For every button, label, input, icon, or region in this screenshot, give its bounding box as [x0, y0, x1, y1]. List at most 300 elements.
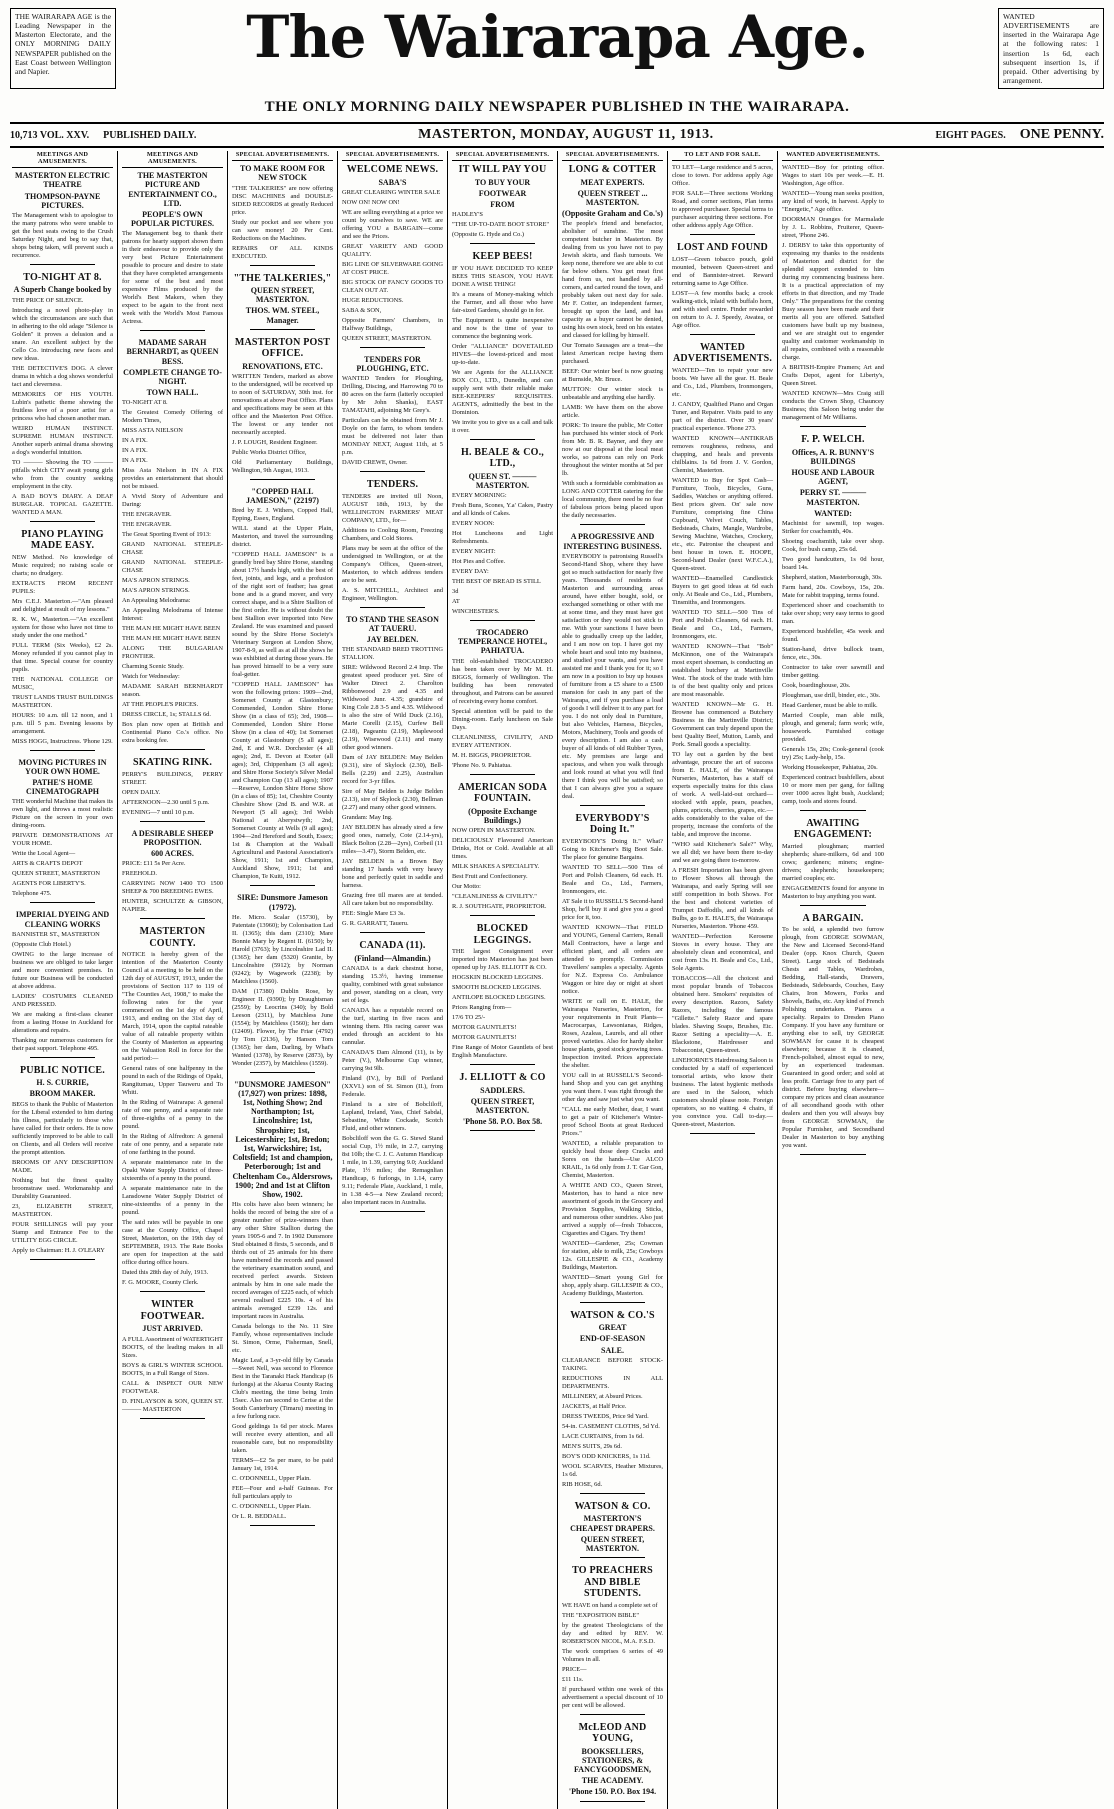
ad-title: MASTERTON ELECTRIC THEATRE [15, 171, 110, 190]
ad-subtitle: QUEEN STREET, MASTERTON. [470, 1096, 535, 1115]
issue-number: 10,713 VOL. XXV. [10, 130, 90, 142]
ad-body-line: Canada belongs to the No. 11 Sire Family, whose representatives include St. Simon, Orme, Fisherman, Snell, etc. [232, 1323, 333, 1355]
ad-body-line: Additions to Cooling Room, Freezing Chambers, and Cold Stores. [342, 526, 443, 542]
ad-body-line: The work comprises 6 series of 49 Volumes in all. [562, 1647, 663, 1663]
ad-subtitle: PEOPLE'S OWN POPULAR PICTURES. [130, 209, 215, 229]
ad-divider [580, 1302, 645, 1303]
classified-ad[interactable] [12, 1065, 113, 1260]
ad-body-line: ALONG THE BULGARIAN FRONTIER. [122, 645, 223, 661]
ad-body-line: WILL stand at the Upper Plain, Masterton, and travel the surrounding district. [232, 525, 333, 549]
ad-body-line: We invite you to give us a call and talk it over. [452, 418, 553, 434]
ad-subtitle: QUEEN ST. ——— MASTERTON. [468, 471, 537, 490]
ad-title: BLOCKED LEGGINGS. [473, 923, 532, 946]
ad-divider [140, 749, 205, 750]
classified-ad[interactable] [672, 242, 773, 335]
ad-body-line: WANTED KNOWN—Mrs Craig still conducts the Crown Shop, Chauncey Business; this Saloon being under the management of Mr Williams. [782, 390, 884, 422]
classified-ad[interactable] [452, 923, 553, 1065]
ad-divider [800, 426, 866, 427]
ad-divider [470, 1130, 535, 1131]
ad-body-line: CALL & INSPECT OUR NEW FOOTWEAR. [122, 1379, 223, 1395]
ad-subtitle: (Opposite Exchange Buildings.) [468, 806, 537, 825]
ad-body-line: by the greatest Theologicians of the day and edited by REV. W. ROBERTSON NICOL, M.A. F.S.D. [562, 1621, 663, 1645]
ad-body-line: THE DETECTIVE'S DOG. A clever drama in which a dog shows wonderful tact and cleverness. [12, 364, 113, 388]
ad-body-line: TOBACCOS—All the choicest and most popular brands of Tobaccos obtained here. Smokers' requisites of every description. Razors, Safety Razors, including the famous "Gillette." Safety Razor and spare blades. Shaving Soaps, Brushes, Etc. Razor Setting a speciality—A. E. Blackstone, Hairdresser and Tobacconist, Queen-street. [672, 974, 773, 1054]
ad-body-line: WANTED TO SELL—500 Tins of Port and Polish Cleaners, 6d each. H. Beale and Co., Ltd., Farmers, Ironmongers, etc. [672, 608, 773, 640]
ad-body-line: Working Housekeeper, Pahiatua, 20s. [782, 763, 878, 771]
ad-divider [800, 905, 866, 906]
ad-divider [250, 1072, 315, 1073]
ad-body-line: A separate maintenance rate in the Opaki Water Supply District of three-sixteenths of a penny in the pound. [122, 1159, 223, 1183]
ad-title: SKATING RINK. [132, 757, 213, 769]
ad-body-line: AGENTS FOR LIBERTY'S. [12, 880, 86, 888]
ad-body-line: AT THE PEOPLE'S PRICES. [122, 701, 199, 709]
ad-title: WANTED ADVERTISEMENTS. [672, 341, 773, 365]
ad-subtitle: SADDLERS. [480, 1085, 525, 1095]
ad-divider [30, 750, 95, 751]
classified-ad[interactable] [342, 164, 443, 348]
ad-body-line: THE ENGRAVER. [122, 521, 172, 529]
ad-body-line: EVERY NOON: [452, 520, 495, 528]
masthead [0, 0, 1114, 89]
ad-divider [30, 264, 95, 265]
ad-subtitle: END-OF-SEASON [579, 1334, 646, 1344]
ad-body-line: RIB HOSE, 6d. [562, 1480, 603, 1488]
ad-body-line: EVERY NIGHT: [452, 548, 496, 556]
ad-subtitle: SABA'S [378, 177, 407, 187]
ad-title: MASTERTON COUNTY. [139, 926, 206, 949]
ad-body-line: MISS ASTA NIELSON [122, 427, 183, 435]
classified-columns [0, 151, 1114, 1808]
ad-body-line: Thanking our numerous customers for their past support. Telephone 495. [12, 1036, 113, 1052]
ad-body-line: Cook, boardinghouse, 20s. [782, 681, 851, 689]
ad-title: A BARGAIN. [802, 912, 864, 924]
ad-body-line: PERRY'S BUILDINGS, PERRY STREET. [122, 770, 223, 786]
ad-body-line: FOR SALE—Three sections Working Road, and corner sections, Plan terms to approved purchaser. Special terms to purchaser acquiring three sections. For other address apply Age Office. [672, 190, 773, 230]
ad-body-line: Grazing free till mares are at tended. All care taken but no responsibility. [342, 892, 443, 908]
ad-body-line: DELICIOUSLY Flavoured American Drinks, Hot or Cold. Available at all times. [452, 837, 553, 860]
masthead-left-note: THE WAIRARAPA AGE is the Leading Newspaper in the Masterton Electorate, and the ONLY MORNING DAILY NEWSPAPER published on the East Coast between Wellington and Napier. [10, 8, 116, 89]
classified-ad[interactable] [122, 338, 223, 750]
ad-subtitle: HOUSE AND LABOUR AGENT, [791, 468, 875, 487]
ad-body-line: QUEEN STREET, MASTERTON [12, 870, 100, 878]
classified-ad[interactable] [232, 1080, 333, 1526]
ad-body-line: £11 11s. [562, 1675, 584, 1683]
ad-title: WATSON & CO. [574, 1500, 651, 1512]
ad-title: TO STAND THE SEASON AT TAUERU. [346, 614, 439, 633]
classified-ad[interactable] [342, 479, 443, 608]
ad-title: WATSON & CO.'S [570, 1309, 655, 1321]
ad-body-line: ANTILOPE BLOCKED LEGGINS. [452, 994, 546, 1001]
classified-ad[interactable] [452, 251, 553, 440]
ad-title: THE MASTERTON PICTURE AND ENTERTAINMENT CO., LTD. [128, 171, 217, 208]
ad-subtitle: JUST ARRIVED. [142, 1324, 203, 1334]
ad-body-line: Magic Leaf, a 3-yr-old filly by Canada—Sweet Nell, was second to Florence Best in the Taranaki Hack Handicap (6 furlongs) at the Akarua County Racing Club's meeting, the time being 1min 15sec. Also ran second to Cerise at the South Canterbury (Timaru) meeting in a few furlong race. [232, 1357, 333, 1421]
place-and-date: MASTERTON, MONDAY, AUGUST 11, 1913. [418, 127, 714, 143]
ad-subtitle: JAY BELDEN. [366, 635, 419, 645]
ad-title: A DESIRABLE SHEEP PROPOSITION. [131, 828, 214, 848]
ad-divider [250, 885, 315, 886]
ad-body-line: LOST—A few months back; a crook walking-stick, inlaid with buffalo horn, and with steel centre. Finder rewarded on return to A. J. Speedy, Awatea, or Age office. [672, 289, 773, 329]
ad-subtitle: (Finland—Almandin.) [354, 953, 431, 963]
ad-body-line: CLEANLINESS, CIVILITY, AND EVERY ATTENTION. [452, 733, 553, 749]
ad-body-line: CANADA has a reputable record on the turf, starting in five races and winning them. His racing career was ended through an accident to his cannular. [342, 1006, 443, 1046]
ad-body-line: 17/6 TO 25/- [452, 1014, 486, 1021]
ad-body-line: SIRE: Wildwood Record 2.4 Imp. The greatest speed producer yet. Sire of Walter Direct 2. Charolton Ribbonwood 2.9 and 4.35 and Wildwood Junr. 4.35; grandsire of King Cole 2.8 3-5 and 4.35. Wildwood is also the sire of Wild Duck (2.16), Marie Corelli (2.15), Curfew Bell (2.18), Pageantu (2.19), Maplewood (2.19), Wisewood (2.11) and many other good winners. [342, 664, 443, 752]
ad-body-line: Our Tomato Sausages are a treat—the latest American recipe having them purchased. [562, 342, 663, 366]
ad-body-line: Study our pocket and see where you can save money! 20 Per Cent. Reductions on the Machines. [232, 218, 333, 242]
ad-title: AWAITING ENGAGEMENT: [793, 817, 873, 841]
ad-body-line: WANTED—Gardener, 25s; Cowman for station, able to milk, 25s; Cowboys 12s. GILLESPIE & CO., Academy Buildings, Masterton. [562, 1239, 663, 1271]
ad-title: McLEOD AND YOUNG, [578, 1721, 647, 1745]
ad-body-line: In the Riding of Alfredton: A general rate of one penny, and a separate rate of one farthing in the pound. [122, 1133, 223, 1157]
classified-ad[interactable] [672, 342, 773, 1134]
classified-ad[interactable] [452, 447, 553, 621]
ad-body-line: Mrs C.E.J. Masterton.—"Am pleased and delighted at result of my lessons." [12, 597, 113, 613]
ad-body-line: Apply to Chairman: H. J. O'LEARY [12, 1246, 105, 1254]
ad-subtitle: MEAT EXPERTS. [580, 177, 645, 187]
classified-ad[interactable] [12, 529, 113, 751]
classified-ad[interactable] [232, 273, 333, 330]
ad-body-line: WANTED to Buy for Spot Cash—Furniture, Tools, Bicycles, Guns, Saddles, Watches or anything offered. Best prices given. On' sale now Furniture, comprising fine China Cupboard, Velvet Couch, Tables, Bedsteads, Chairs, Mangle, Wardrobe, Sewing Machine, Watches, Crockery, etc., etc. Patronise the cheapest and best house in town. E. HOOPE, Second-hand Dealer (next W.F.C.A.), Queen-street. [672, 476, 773, 572]
ad-body-line: BIG LINE OF SILVERWARE GOING AT COST PRICE. [342, 260, 443, 276]
classified-ad[interactable] [452, 628, 553, 775]
ad-body-line: Two good handcutters, 1s 0d hour, board 14s. [782, 555, 884, 571]
ad-body-line: J. CANDY, Qualified Piano and Organ Tuner, and Repairer. Visits paid to any part of the district. Over 30 years' practical experience. 'Phone 273. [672, 400, 773, 432]
ad-body-line: WANTED KNOWN—ANTIKRAB removes roughness, redness, and chapping, and heals and prevents chilblains. 1s 6d from J. V. Gordon, Chemist, Masterton. [672, 434, 773, 474]
ad-body-line: MOTOR GAUNTLETS! [452, 1024, 517, 1031]
classified-ad[interactable] [232, 893, 333, 1072]
ad-body-line: Hot Luncheons and Light Refreshments. [452, 530, 553, 546]
ad-title: "COPPED HALL JAMESON," (22197) [246, 486, 319, 506]
classified-ad[interactable] [562, 1722, 663, 1802]
ad-body-line: An Appealing Melodrama of Intense Interest: [122, 607, 223, 623]
classified-ad[interactable] [122, 1299, 223, 1418]
ad-divider [580, 1801, 645, 1802]
classified-ad[interactable] [12, 910, 113, 1057]
classified-ad[interactable] [12, 171, 113, 265]
ad-body-line: C. O'DONNELL, Upper Plain. [232, 1475, 311, 1483]
ad-body-line: HADLEY'S [452, 211, 483, 219]
ad-body-line: Fine Range of Motor Gauntlets of best English Manufacture. [452, 1044, 553, 1059]
ad-body-line: THE wonderful Machine that makes its own light, and throws a most realistic Picture on the screen in your own dining-room. [12, 798, 113, 830]
ad-body-line: THE NATIONAL COLLEGE OF MUSIC, [12, 675, 113, 691]
ad-body-line: Experienced bushfeller, 45s week and found. [782, 627, 884, 643]
ad-subtitle: RENOVATIONS, ETC. [242, 361, 323, 371]
classified-column [778, 151, 888, 1808]
ad-subtitle: WANTED: [814, 508, 852, 518]
classified-ad[interactable] [562, 532, 663, 805]
ad-body-line: BOYS & GIRL'S WINTER SCHOOL BOOTS, in a Full Range of Sizes. [122, 1361, 223, 1377]
classified-column [668, 151, 778, 1808]
ad-body-line: If purchased within one week of this advertisement a special discount of 10 per cent will be allowed. [562, 1685, 663, 1709]
ad-body-line: CANADA'S Dam Almond (11), is by Peter (V.), Melbourne Cup winner, carrying 9st 9lb. [342, 1048, 443, 1072]
ad-subtitle: SALE. [601, 1345, 624, 1355]
page-title: The Wairarapa Age. [246, 3, 868, 71]
ad-body-line: EVERY MORNING: [452, 492, 507, 500]
ad-body-line: MILLINERY, at Absurd Prices. [562, 1392, 643, 1400]
ad-body-line: MILK SHAKES A SPECIALITY. [452, 863, 540, 870]
ad-divider [470, 1064, 535, 1065]
ad-body-line: TENDERS are invited till Noon, AUGUST 18th, 1913, by the WELLINGTON FARMERS' MEAT COMPANY, LTD., for— [342, 492, 443, 524]
ad-body-line: To be sold, a splendid two furrow plough, from GEORGE SOWMAN, the New and Licensed Second-Hand Dealer (opp. Knox Church, Queen Street). Large stock of Bedsteads Chests and Tables, Wardrobes, Bedding, Hall-stands, Drawers, Bedsteads, Sideboards, Couches, Easy Chairs, Iron Mowers, Forks and Shovels, Baths, etc. Any kind of French Polishing undertaken. Pianos a specialty. Repairs to Dresden Piano Company. If you have any furniture or anything else to sell, try GEORGE SOWMAN for cause it is cheapest elsewhere; because it is cleaned, French-polished, almost equal to new, by an experienced tradesman. Guaranteed in good order; and sold at less profit. Carriage free to any part of district. Before buying elsewhere—compare my prices and clean assurance of all secondhand goods with other dealers and then you will always buy from GEORGE SOWMAN, the Popular Furnisher, and Secondhand Dealer in Masterton to buy anything you want. [782, 926, 884, 1150]
ad-body-line: The Management wish to apologise to the many patrons who were unable to get the best seats owing to the Crush Saturday Night, and beg to say that, shops being taken, will prevent such a recurrence. [12, 211, 113, 259]
ad-title: "DUNSMORE JAMESON" (17,927) won prizes: 1898, 1st, Nothing Show; 2nd Northampton; 1st, Lincolnshire; 1st, Shropshire; 1st, Leicestershire; 1st, Bredon; 1st, Warwickshire; 1st, Coltsfield; 1st and champion, Peterborough; 1st and Cheltenham Co., Aldersrows, 1900; 2nd and 1st at Clifton Show, 1902. [232, 1079, 333, 1199]
ad-body-line: Generals 15s, 20s; Cook-general (cook try) 25s; Lady-help, 15s. [782, 745, 884, 761]
classified-ad[interactable] [562, 1501, 663, 1558]
ad-body-line: WANTED—Smart young Girl for shop, apply sharp. GILLESPIE & CO., Academy Buildings, Masterton. [562, 1273, 663, 1297]
ad-body-line: THE BEST OF BREAD IS STILL [452, 578, 541, 586]
ad-body-line: "COPPED HALL JAMESON" is a grandly bred bay Shire Horse, standing about 17½ hands high, with the best of feet, joints, and legs, and a profusion of the right sort of feather; has great bone and is a grand mover, and very correct shape, and is a Shire Stallion of the first order. He is without doubt the best Stallion ever imported into New Zealand. He was examined and passed sound by the Shire Horse Society's Veterinary Surgeon at London Show, 1907-8-9, as well as at all the shows he was exhibited at during those years. He has proved himself to be a very sure foal-getter. [232, 551, 333, 679]
ad-divider [470, 439, 535, 440]
ad-body-line: IN A FIX. [122, 447, 148, 455]
classified-ad[interactable] [342, 355, 443, 472]
ad-divider [250, 479, 315, 480]
ad-body-line: TO LET—Large residence and 5 acres, close to town. For address apply Age Office. [672, 164, 773, 188]
ad-body-line: The Equipment is quite inexpensive and now is the time of year to commence the beginning work. [452, 316, 553, 340]
classified-ad[interactable] [232, 487, 333, 886]
ad-body-line: EVERYBODY'S Doing It." What? Going to Kitchener's Big Boot Sale. The place for genuine Bargains. [562, 837, 663, 861]
classified-ad[interactable] [122, 926, 223, 1292]
ad-divider [470, 774, 535, 775]
ad-body-line: WANTED KNOWN—That FIELD and YOUNG, General Carriers, Renall Mall Contractors, have a large and efficient plant, and all orders are attended to promptly. Commission Travellers' samples a specialty. Agents for N.Z. Express Co. Ambulance Waggon or hire day or night at short notice. [562, 923, 663, 995]
ad-body-line: (Opposite G. Hyde and Co.) [452, 231, 525, 239]
ad-body-line: We are making a first-class cleaner from a lasting House in Auckland for alterations and repairs. [12, 1010, 113, 1034]
ad-body-line: YOU call in at RUSSELL'S Second-hand Shop and you can get anything you want there. I was right through the other day and saw just what you want. [562, 1071, 663, 1103]
ad-body-line: D. FINLAYSON & SON, QUEEN ST. ——— MASTERTON [122, 1397, 223, 1413]
classified-ad[interactable] [782, 913, 884, 1156]
ad-body-line: Grandam: May Ing. [342, 814, 393, 822]
classified-ad[interactable] [232, 337, 333, 480]
ad-subtitle: PERRY ST. ——— MASTERTON. [799, 488, 867, 507]
ad-divider [690, 234, 755, 235]
classified-column [558, 151, 668, 1808]
ad-divider [250, 265, 315, 266]
ad-body-line: Introducing a novel photo-play in which the circumstances are such that in adhering to the old adage "Silence is Golden" it proves a delusion and a snare. An excellent subject by the Cello Co. introducing new faces and new ideas. [12, 306, 113, 362]
ad-body-line: IN A FIX. [122, 437, 148, 445]
classified-ad[interactable] [122, 829, 223, 920]
ad-body-line: He. Micro. Scalar (15730), by Patentate (13960); by Colonisation Lad II. (1365); this dam (2310); Mare Bonnie Mary by Regent II. (6150); by Harold (3763); by Lincolnshire Lad II. (1365); her dam (5320) Granite, by Lincolnshire (5912); by Norman (9242); by Wagework (2238); by Matchless (1560). [232, 913, 333, 985]
ad-title: TO MAKE ROOM FOR NEW STOCK [240, 164, 325, 183]
column-heading: MEETINGS AND AMUSEMENTS. [12, 151, 113, 168]
ad-body-line: MUTTON: Our winter stock is unbeatable and anything else hardly. [562, 386, 663, 402]
ad-body-line: TO-NIGHT AT 8. [122, 399, 168, 407]
classified-ad[interactable] [562, 164, 663, 525]
ad-title: PIANO PLAYING MADE EASY. [21, 528, 104, 552]
ad-body-line: Bred by E. J. Withers, Copped Hall, Epping, Essex, England. [232, 507, 333, 523]
classified-ad[interactable] [562, 1310, 663, 1494]
ad-body-line: Finland is a sire of Bobcliloff, Lapland, Ireland, Yass, Chief Sabdal, Sebastine, White Cockade, Scotch Fluid, and other winners. [342, 1100, 443, 1132]
ad-divider [140, 330, 205, 331]
ad-body-line: A. S. MITCHELL, Architect and Engineer, Wellington. [342, 586, 443, 602]
ad-divider [580, 805, 645, 806]
ad-title: WELCOME NEWS. [346, 164, 439, 176]
ad-subtitle: Offices, A. R. BUNNY'S BUILDINGS [791, 447, 875, 466]
ad-body-line: TO ——— Showing the TO ——— pitfalls which CITY await young girls who from the country seeking employment in the city. [12, 458, 113, 490]
ad-body-line: FEE: Single Mare £3 3s. [342, 910, 406, 918]
ad-body-line: BROOMS OF ANY DESCRIPTION MADE. [12, 1158, 113, 1174]
ad-body-line: EVERY DAY: [452, 568, 489, 576]
ad-body-line: DOORMAN Oranges for Marmalade by J. L. Robbins, Fruiterer, Queen-street, 'Phone 246. [782, 216, 884, 240]
ad-body-line: Experienced shoer and coachsmith to take over shop; very easy terms to good man. [782, 601, 884, 625]
ad-body-line: Sire of May Belden is Judge Belden (2.13), sire of Skylock (2.30), Bellman (2.27) and many other good winners. [342, 788, 443, 812]
ad-subtitle: MASTERTON'S CHEAPEST DRAPERS. [570, 1514, 655, 1533]
classified-ad[interactable] [452, 782, 553, 916]
ad-body-line: EVENING—7 until 10 p.m. [122, 808, 195, 816]
ad-body-line: An Appealing Melodrama: [122, 597, 191, 605]
ad-body-line: GREAT CLEARING WINTER SALE [342, 188, 441, 196]
ad-divider [360, 471, 425, 472]
ad-subtitle: (Opposite Graham and Co.'s) [562, 209, 663, 219]
ad-subtitle: QUEEN STREET ... MASTERTON. [577, 188, 648, 207]
ad-body-line: "WHO said Kitchener's Sale?" Why, we all did; we have been there to-day and we are going there to-morrow. [672, 840, 773, 864]
ad-body-line: FOUR SHILLINGS will pay your Stamp and Entrance Fee to the UTILITY EGG CIRCLE. [12, 1220, 113, 1244]
masthead-title-block [116, 3, 998, 89]
ad-body-line: ENGAGEMENTS found for anyone in Masterton to buy anything you want. [782, 884, 884, 900]
ad-body-line: The Great Sporting Event of 1913: [122, 531, 211, 539]
column-heading: SPECIAL ADVERTISEMENTS. [232, 151, 333, 161]
ad-body-line: BEGS to thank the Public of Masterton for the Liberal extended to him during his illness, particularly to those who have called for their orders. He is now sufficiently improved to be able to call on Clients, and all Orders will receive the prompt attention. [12, 1100, 113, 1156]
ad-body-line: TO lay out a garden by the best advantage, procure the art of success from E. HALE, of the Wairarapa Nurseries, Masterton, has a staff of experts especially trains for this class of work. A well-laid-out orchard—stocked with apple, pears, peaches, plums, apricots, cherries, grapes, etc.—adds considerably to the value of the property, increase the comforts of the table, and improve the income. [672, 750, 773, 838]
ad-body-line: WANTED KNOWN—Mr G. H. Browne has commenced a Butchery Business in the Martinville District; Government can truly depend upon the best Quality Beef, Mutton, Lamb, and Pork. Small goods a speciality. [672, 700, 773, 748]
ad-body-line: THE ENGRAVER. [122, 511, 172, 519]
ad-body-line: JAY BELDEN has already sired a few good ones, namely, Cote (2.14-yrs), Black Bolton (2.28—2yrs), Corbeil (11 miles—3.47), Storm Belden, etc. [342, 824, 443, 856]
ad-title: F. P. WELCH. [801, 434, 865, 446]
classified-column [338, 151, 448, 1808]
ad-body-line: AT [452, 598, 460, 606]
classified-ad[interactable] [122, 757, 223, 822]
ad-divider [360, 607, 425, 608]
classified-ad[interactable] [12, 272, 113, 522]
ad-title: A PROGRESSIVE AND INTERESTING BUSINESS. [563, 532, 662, 551]
ad-divider [250, 1525, 315, 1526]
ad-divider [140, 1418, 205, 1419]
ad-subtitle: FROM [490, 200, 515, 209]
ad-body-line: NOW OPEN IN MASTERTON. [452, 827, 536, 834]
ad-divider [30, 902, 95, 903]
ad-divider [470, 243, 535, 244]
classified-ad[interactable] [562, 1565, 663, 1715]
ad-divider [30, 521, 95, 522]
ad-divider [250, 329, 315, 330]
classified-ad[interactable] [12, 758, 113, 904]
ad-body-line: Bobcliloff won the G. G. Stewd Stand social Cup, 1½ mile, in 2.7, carrying 8st 10lb; the C. J. C. Autumn Handicap 1 mile, in 1.39, carrying 9.0; Auckland Plate, 1½ miles; the Remagnlian Handicap, 6 furlongs, in 1.14, carry 9.11; Federale Plate, Auckland, 1 mile, in 1.38 4-5—a New Zealand record; also important races in Australia. [342, 1134, 443, 1206]
ad-body-line: BEEF: Our winter beef is now grazing at Burnside, Mr. Bruce. [562, 368, 663, 384]
ad-body-line: THE old-established TROCADERO has been taken over by Mr M. H. BIGGS, formerly of Wellington. The building has been renovated throughout, and Patrons can be assured of receiving every home comfort. [452, 657, 553, 705]
ad-subtitle: THOS. WM. STEEL, Manager. [245, 306, 320, 325]
ad-body-line: TRUST LANDS TRUST BUILDINGS MASTERTON. [12, 693, 113, 709]
ad-body-line: Watch for Wednesday: [122, 673, 180, 681]
ad-body-line: THE MAN HE MIGHT HAVE BEEN [122, 625, 221, 633]
ad-divider [30, 1259, 95, 1260]
ad-body-line: NOTICE is hereby given of the intention of the Masterton County Council at a meeting to be held on the 12th day of AUGUST, 1913, under the provisions of Section 117 to 119 of "The Counties Act, 1908," to make the following rates for the year commenced on the 1st day of April, 1913, and ending on the 31st day of March, 1914, upon the capital rateable value of all rateable property within the County of Masterton as appearing on the Valuation Roll in force for the said period:— [122, 951, 223, 1063]
ad-body-line: WOOL SCARVES, Heather Mixtures, 1s 6d. [562, 1462, 663, 1478]
ad-divider [580, 1714, 645, 1715]
ad-body-line: MA'S APRON STRINGS. [122, 587, 190, 595]
ad-title: MASTERTON POST OFFICE. [234, 336, 331, 360]
ad-body-line: PORK: To insure the public, Mr Cotter has purchased his winter stock of Pork from Mr. B. R. Bayner, and they are now at our disposal at the local meat works, so patrons can rely on Pork throughout the winter months at 5d per lb. [562, 422, 663, 478]
ad-body-line: A BAD BOY'S DIARY. A DEAF BURGLAR. TOPICAL GAZETTE. WANTED A MAN. [12, 492, 113, 516]
ad-body-line: Write the Local Agent— [12, 850, 76, 858]
ad-subtitle: GREAT [598, 1323, 627, 1333]
column-heading: SPECIAL ADVERTISEMENTS. [562, 151, 663, 161]
ad-title: TROCADERO TEMPERANCE HOTEL, PAHIATUA. [457, 628, 548, 656]
classified-ad[interactable] [782, 434, 884, 811]
ad-body-line: MEN'S SUITS, 29s 6d. [562, 1442, 622, 1450]
ad-body-line: LINEHORNE'S Hairdressing Saloon is conducted by a staff of experienced tonsorial artists, who know their business. The latest hygienic methods are used in the Saloon, which customers should please note. Foreign operators, so no waiting. 4 chairs, if you convince you. Call to-day.—Queen-street, Masterton. [672, 1056, 773, 1128]
ad-body-line: 23, ELIZABETH STREET, MASTERTON. [12, 1202, 113, 1218]
ad-body-line: BOY'S ODD KNICKERS, 1s 11d. [562, 1452, 651, 1460]
classified-ad[interactable] [232, 164, 333, 265]
classified-ad[interactable] [452, 1072, 553, 1131]
ad-body-line: FREEHOLD. [122, 870, 157, 878]
ad-body-line: It's a means of Money-making which the Farmer, and all those who have fair-sized Gardens, should go in for. [452, 290, 553, 314]
ad-body-line: Machinist for sawmill, top wages. Striker for coachsmith, 40s. [782, 519, 884, 535]
divider-below-info [10, 146, 1104, 148]
classified-ad[interactable] [782, 164, 884, 427]
classified-column [118, 151, 228, 1808]
ad-body-line: IF YOU HAVE DECIDED TO KEEP BEES THIS SEASON, YOU HAVE DONE A WISE THING! [452, 264, 553, 288]
ad-title: "THE TALKERIES," [233, 272, 332, 284]
masthead-right-note: WANTED ADVERTISEMENTS are inserted in the Wairarapa Age at the following rates: 1 insertion 1s 6d, each subsequent insertion 1s, if prepaid. Other advertising by arrangement. [998, 8, 1104, 89]
ad-body-line: With such a formidable combination as LONG AND COTTER catering for the local community, there need be no fear of fabulous prices being placed upon the daily necessaries. [562, 480, 663, 520]
ad-body-line: JACKETS, at Half Price. [562, 1402, 627, 1410]
ad-body-line: Hot Pies and Coffee. [452, 558, 506, 566]
ad-subtitle: THOMPSON-PAYNE PICTURES. [24, 191, 101, 210]
ad-title: AMERICAN SODA FOUNTAIN. [458, 781, 547, 805]
ad-subtitle: FOOTWEAR [478, 188, 527, 198]
classified-ad[interactable] [452, 164, 553, 244]
ad-body-line: HOGSKIN BLOCKED LEGGINS. [452, 974, 544, 981]
ad-subtitle: QUEEN STREET, MASTERTON. [250, 286, 315, 305]
ad-body-line: Fresh Buns, Scones, Y.a' Cakes, Pastry and all kinds of Cakes. [452, 502, 553, 518]
ad-title: IMPERIAL DYEING AND CLEANING WORKS [15, 910, 110, 929]
ad-body-line: General rates of one halfpenny in the pound in each of the Ridings of Opaki, Rangitumau, Upper Tauweru and To Whiti. [122, 1065, 223, 1097]
ad-body-line: Station-hand, drive bullock team, fence, etc., 30s. [782, 645, 884, 661]
ad-body-line: The said rates will be payable in one case at the County Office, Chapel Street, Masterton, on the 19th day of SEPTEMBER, 1913. The Rate Books are open for inspection at the said office during office hours. [122, 1219, 223, 1267]
ad-body-line: MOTOR GAUNTLETS! [452, 1034, 517, 1041]
ad-divider [470, 620, 535, 621]
ad-subtitle: 'Phone 150. P.O. Box 194. [568, 1787, 657, 1797]
ad-body-line: GRAND NATIONAL STEEPLE-CHASE [122, 559, 223, 575]
ad-body-line: THE PRICE OF SILENCE. [12, 296, 84, 304]
classified-ad[interactable] [342, 940, 443, 1212]
classified-ad[interactable] [562, 813, 663, 1303]
ad-title: PUBLIC NOTICE. [19, 1064, 106, 1076]
ad-divider [360, 1211, 425, 1212]
ad-title: SIRE: Dunsmore Jameson (17972). [237, 893, 328, 912]
ad-body-line: QUEEN STREET, MASTERTON. [342, 334, 432, 342]
ad-body-line: His colts have also been winners; he holds the record of being the sire of a greater number of prize-winners than any other Shire Stallion during the years 1905-6 and 7. In 1902 Dunsmore Stud obtained 8 firsts, 5 seconds, and 8 thirds out of 25 animals for his there have numbered the records and passed the veterinary examination sound, and received perfect awards. Sixteen animals by him in one sale made the record averages of £225 each, of which several realised £225 10s. 4 of his animals averaged £239 12s. and important races in Australia. [232, 1201, 333, 1321]
ad-body-line: Ploughman, use drill, binder, etc., 30s. [782, 691, 881, 699]
classified-ad[interactable] [342, 615, 443, 934]
column-heading: SPECIAL ADVERTISEMENTS. [342, 151, 443, 161]
ad-body-line: Opposite Farmers' Chambers, in Halfway Buildings, [342, 316, 443, 332]
classified-ad[interactable] [122, 171, 223, 331]
ad-body-line: HUNTER, SCHULTZE & GIBSON, NAPIER. [122, 898, 223, 914]
ad-body-line: MADAME SARAH BERNHARDT season. [122, 683, 223, 699]
ad-divider [690, 1133, 755, 1134]
classified-ad[interactable] [672, 164, 773, 235]
column-heading: SPECIAL ADVERTISEMENTS. [452, 151, 553, 161]
ad-title: TO-NIGHT AT 8. [23, 271, 102, 283]
column-heading: MEETINGS AND AMUSEMENTS. [122, 151, 223, 168]
classified-ad[interactable] [782, 818, 884, 906]
ad-body-line: DRESS CIRCLE, 1s; STALLS 6d. [122, 711, 211, 719]
ad-divider [580, 524, 645, 525]
ad-body-line: GRAND NATIONAL STEEPLE-CHASE [122, 541, 223, 557]
ad-title: LOST AND FOUND [677, 242, 768, 254]
ad-body-line: F. G. MOORE, County Clerk. [122, 1279, 199, 1287]
